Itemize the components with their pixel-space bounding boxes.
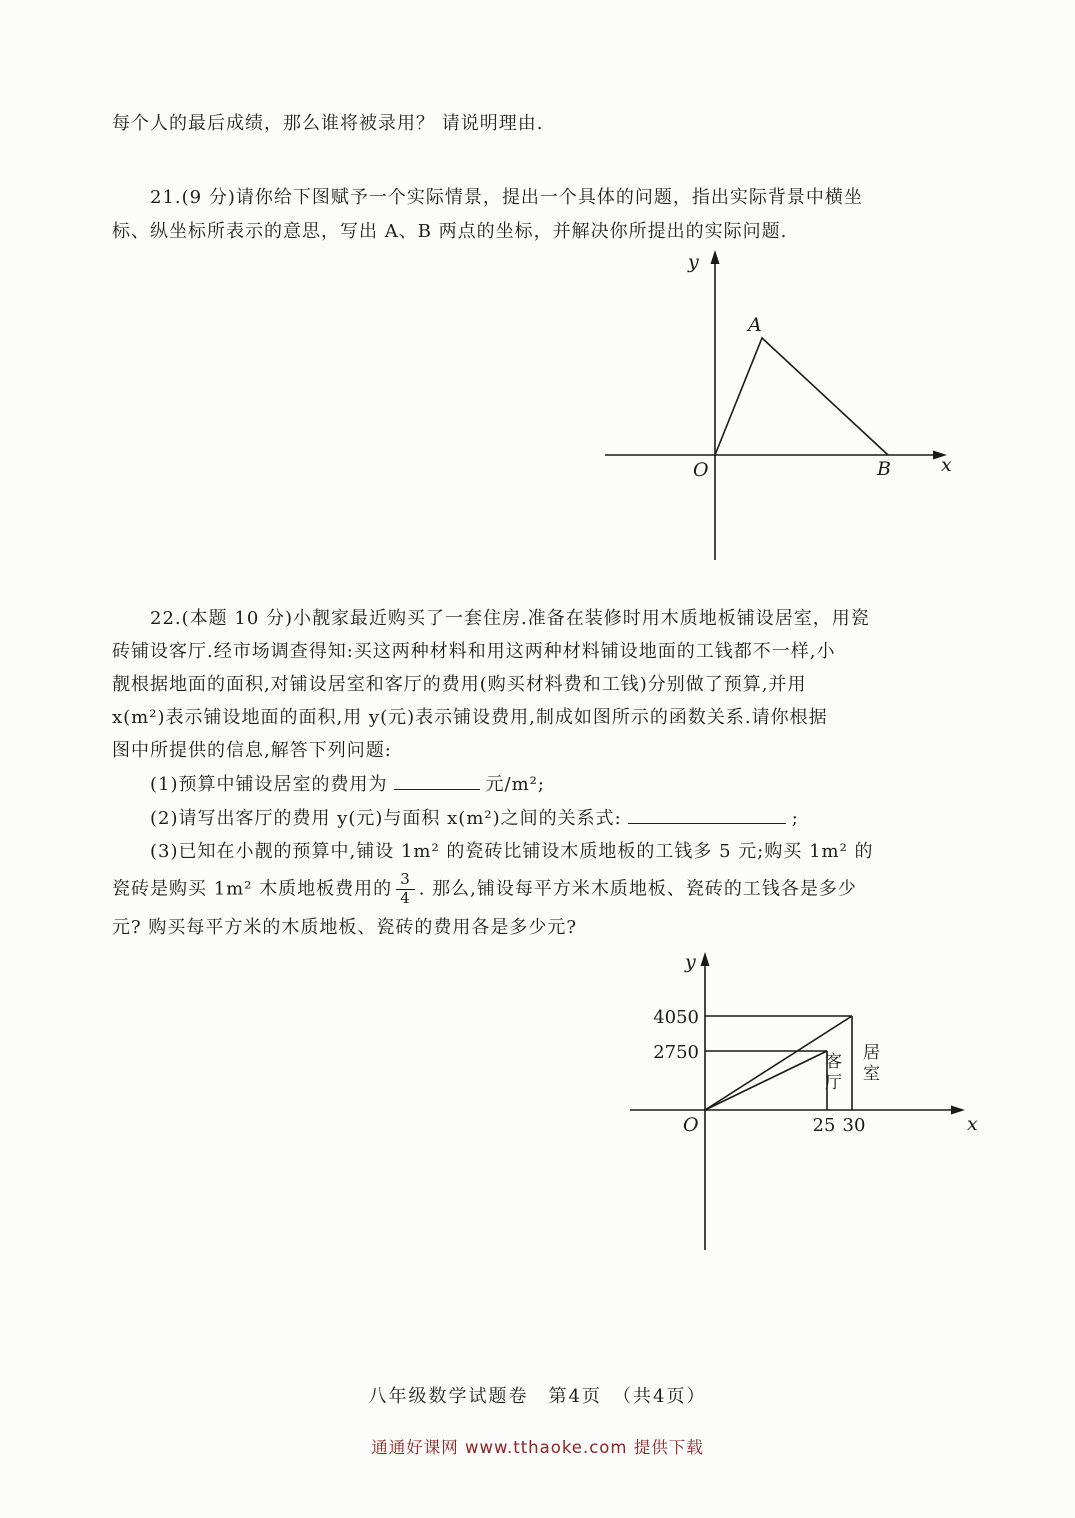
q22-part2-suffix: ; <box>791 808 799 829</box>
q22-part2-text: (2)请写出客厅的费用 y(元)与面积 x(m²)之间的关系式: <box>150 808 622 829</box>
q21-point-b-label: B <box>877 458 891 480</box>
q22-line4: x(m²)表示铺设地面的面积,用 y(元)表示铺设费用,制成如图所示的函数关系.请你根据 <box>112 707 828 728</box>
q22-x-arrow <box>951 1106 965 1115</box>
q22-tick-25: 25 <box>812 1115 836 1136</box>
q22-line5: 图中所提供的信息,解答下列问题: <box>112 740 392 761</box>
q21-triangle <box>715 338 888 455</box>
q22-tick-30: 30 <box>842 1115 866 1136</box>
q22-part3-line2 <box>112 872 857 907</box>
q21-graph <box>585 242 970 577</box>
q22-part2 <box>150 806 799 831</box>
q21-x-axis-label: x <box>941 454 952 476</box>
q22-part1-blank <box>394 772 480 790</box>
q22-part3-line2-post: . 那么,铺设每平方米木质地板、瓷砖的工钱各是多少 <box>418 878 857 900</box>
q22-tick-2750: 2750 <box>653 1042 699 1063</box>
fraction-denominator: 4 <box>400 888 411 907</box>
site-watermark: 通通好课网 www.tthaoke.com 提供下载 <box>371 1438 704 1457</box>
q22-tick-4050: 4050 <box>653 1007 699 1028</box>
q22-origin-label: O <box>683 1114 699 1136</box>
q22-livingroom-label: 客厅 <box>821 1052 841 1094</box>
q22-line2: 砖铺设客厅.经市场调查得知:买这两种材料和用这两种材料铺设地面的工钱都不一样,小 <box>112 641 836 662</box>
fraction-numerator: 3 <box>396 872 415 890</box>
q21-y-axis-label: y <box>688 251 699 273</box>
q22-part1-text: (1)预算中铺设居室的费用为 <box>150 774 388 795</box>
q22-graph <box>615 942 990 1267</box>
q21-y-arrow <box>711 250 720 264</box>
intro-line: 每个人的最后成绩，那么谁将被录用？ 请说明理由. <box>112 113 544 134</box>
q22-line1: 22.(本题 10 分)小靓家最近购买了一套住房.准备在装修时用木质地板铺设居室，用瓷 <box>150 608 870 629</box>
q22-part3-line2-pre: 瓷砖是购买 1m² 木质地板费用的 <box>112 878 393 900</box>
q22-part3-line1: (3)已知在小靓的预算中,铺设 1m² 的瓷砖比铺设木质地板的工钱多 5 元;购买 1m² 的 <box>150 841 874 862</box>
q22-part1-suffix: 元/m²; <box>485 774 545 795</box>
page-footer: 八年级数学试题卷 第4页 （共4页） <box>368 1386 707 1407</box>
q22-bedroom-label: 居室 <box>859 1043 879 1085</box>
q21-point-a-label: A <box>748 314 762 336</box>
q22-y-arrow <box>701 952 710 966</box>
q22-y-axis-label: y <box>685 951 696 973</box>
q22-part3-line3: 元? 购买每平方米的木质地板、瓷砖的费用各是多少元? <box>112 917 578 938</box>
q21-line2: 标、纵坐标所表示的意思，写出 A、B 两点的坐标，并解决你所提出的实际问题. <box>112 221 788 242</box>
q21-origin-label: O <box>693 459 709 481</box>
q22-line3: 靓根据地面的面积,对铺设居室和客厅的费用(购买材料费和工钱)分别做了预算,并用 <box>112 674 807 695</box>
q21-line1: 21.(9 分)请你给下图赋予一个实际情景，提出一个具体的问题，指出实际背景中横坐 <box>150 187 863 208</box>
q22-x-axis-label: x <box>967 1113 978 1135</box>
q22-line-livingroom <box>705 1051 827 1110</box>
q22-part1 <box>150 772 545 797</box>
q22-part2-blank <box>628 806 786 824</box>
fraction-three-quarters <box>396 872 415 907</box>
